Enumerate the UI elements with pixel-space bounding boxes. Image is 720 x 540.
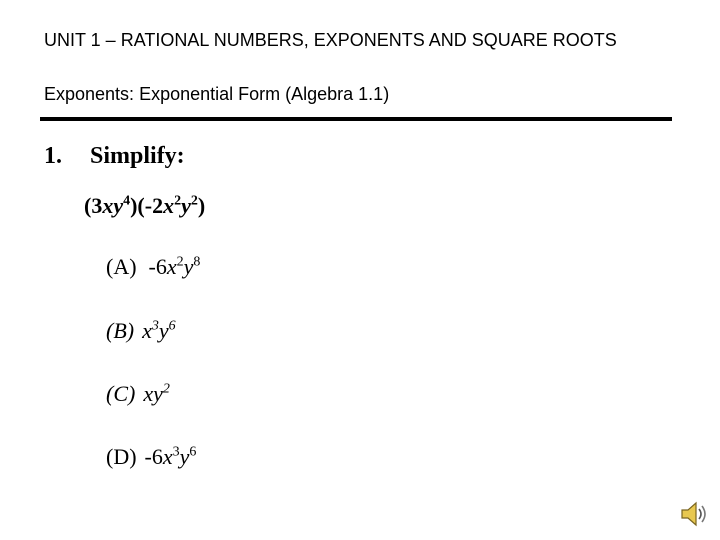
choice-label: (B) [106, 318, 135, 343]
choice-var-y: y [158, 318, 169, 343]
choice-a[interactable] [106, 254, 200, 280]
choice-label: (C) [106, 381, 136, 406]
choice-exp-y: 6 [168, 318, 176, 334]
choice-var-x: x [162, 444, 173, 469]
expr-exp3: 2 [190, 193, 198, 209]
choice-exp-x: 3 [172, 444, 180, 460]
expr-exp2: 2 [174, 193, 182, 209]
choice-var-x: x [142, 318, 152, 343]
choice-coef: -6 [144, 444, 163, 469]
speaker-icon[interactable] [680, 500, 710, 528]
expr-var-y: y [113, 193, 124, 218]
choice-label: (A) [106, 254, 137, 279]
choice-b[interactable] [106, 318, 176, 344]
choice-var-y: y [183, 254, 194, 279]
choice-label: (D) [106, 444, 137, 469]
choice-var-x: x [166, 254, 177, 279]
choice-exp-x: 3 [151, 318, 159, 334]
expr-var-x: x [102, 193, 114, 218]
question-prompt: Simplify: [90, 143, 185, 169]
expr-var-y2: y [181, 193, 191, 218]
choice-exp-y: 2 [162, 381, 170, 397]
question-line [44, 143, 185, 170]
choice-var-y: y [153, 381, 163, 406]
choice-d[interactable] [106, 444, 196, 470]
choice-exp-x: 2 [176, 254, 184, 270]
expr-mid: )(-2 [130, 193, 164, 218]
problem-expression [84, 193, 205, 219]
choice-exp-y: 8 [193, 254, 201, 270]
section-title: Exponents: Exponential Form (Algebra 1.1) [44, 84, 390, 104]
choice-coef: -6 [148, 254, 167, 279]
expr-close: ) [197, 193, 206, 218]
expr-exp: 4 [123, 193, 131, 209]
unit-title: UNIT 1 – RATIONAL NUMBERS, EXPONENTS AND SQUARE ROOTS [44, 30, 617, 50]
question-number: 1. [44, 143, 62, 169]
choice-var-x: x [143, 381, 154, 406]
expr-var-x2: x [163, 193, 175, 218]
choice-c[interactable] [106, 381, 170, 407]
divider [40, 117, 672, 121]
expr-coef: (3 [84, 193, 103, 218]
choice-var-y: y [179, 444, 190, 469]
choice-exp-y: 6 [189, 444, 197, 460]
